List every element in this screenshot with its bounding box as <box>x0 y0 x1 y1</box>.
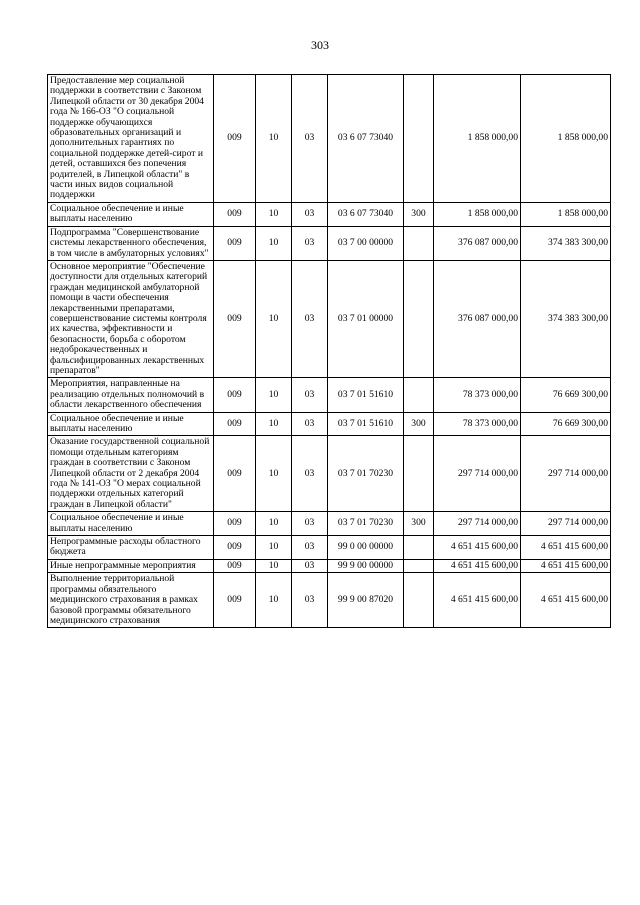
row-name: Иные непрограммные мероприятия <box>48 559 214 572</box>
row-name: Социальное обеспечение и иные выплаты населению <box>48 512 214 536</box>
table-row <box>48 573 611 628</box>
row-name: Мероприятия, направленные на реализацию отдельных полномочий в области лекарственного обеспечения <box>48 378 214 412</box>
amount-1: 297 714 000,00 <box>434 436 521 512</box>
subsection-code: 03 <box>292 75 328 203</box>
ministry-code: 009 <box>214 573 256 628</box>
amount-1: 1 858 000,00 <box>434 202 521 226</box>
table-body <box>48 75 611 628</box>
expense-type-code <box>404 536 434 560</box>
ministry-code: 009 <box>214 378 256 412</box>
expense-type-code <box>404 260 434 377</box>
page-number: 303 <box>311 38 329 52</box>
amount-2: 4 651 415 600,00 <box>521 559 611 572</box>
table-row <box>48 536 611 560</box>
expense-type-code: 300 <box>404 512 434 536</box>
expense-type-code <box>404 226 434 260</box>
table-row <box>48 512 611 536</box>
target-article-code: 99 9 00 00000 <box>328 559 404 572</box>
amount-1: 1 858 000,00 <box>434 75 521 203</box>
amount-1: 78 373 000,00 <box>434 412 521 436</box>
row-name: Социальное обеспечение и иные выплаты населению <box>48 202 214 226</box>
row-name: Оказание государственной социальной помощи отдельным категориям граждан в соответствии с Законом Липецкой области от 2 декабря 2004 года № 141-ОЗ "О мерах социальной поддержки отдельных категорий граждан в Липецкой области" <box>48 436 214 512</box>
target-article-code: 03 7 01 51610 <box>328 378 404 412</box>
subsection-code: 03 <box>292 412 328 436</box>
ministry-code: 009 <box>214 75 256 203</box>
amount-1: 4 651 415 600,00 <box>434 559 521 572</box>
section-code: 10 <box>256 202 292 226</box>
table-row <box>48 202 611 226</box>
subsection-code: 03 <box>292 559 328 572</box>
subsection-code: 03 <box>292 573 328 628</box>
amount-1: 78 373 000,00 <box>434 378 521 412</box>
expense-type-code <box>404 559 434 572</box>
expense-type-code <box>404 573 434 628</box>
section-code: 10 <box>256 75 292 203</box>
amount-2: 4 651 415 600,00 <box>521 573 611 628</box>
ministry-code: 009 <box>214 512 256 536</box>
table-row <box>48 436 611 512</box>
section-code: 10 <box>256 536 292 560</box>
row-name: Непрограммные расходы областного бюджета <box>48 536 214 560</box>
target-article-code: 03 7 01 00000 <box>328 260 404 377</box>
row-name: Социальное обеспечение и иные выплаты населению <box>48 412 214 436</box>
table-row <box>48 226 611 260</box>
subsection-code: 03 <box>292 202 328 226</box>
expense-type-code: 300 <box>404 412 434 436</box>
section-code: 10 <box>256 260 292 377</box>
ministry-code: 009 <box>214 226 256 260</box>
row-name: Основное мероприятие "Обеспечение доступности для отдельных категорий граждан медицинской амбулаторной помощи в части обеспечения лекарственными препаратами, совершенствование системы контроля их качества, эффективности и безопасности, борьба с оборотом недоброкачественных и фальсифицированных лекарственных препаратов" <box>48 260 214 377</box>
amount-2: 297 714 000,00 <box>521 512 611 536</box>
amount-2: 1 858 000,00 <box>521 202 611 226</box>
section-code: 10 <box>256 559 292 572</box>
section-code: 10 <box>256 412 292 436</box>
section-code: 10 <box>256 226 292 260</box>
amount-1: 376 087 000,00 <box>434 260 521 377</box>
subsection-code: 03 <box>292 436 328 512</box>
subsection-code: 03 <box>292 536 328 560</box>
amount-2: 1 858 000,00 <box>521 75 611 203</box>
target-article-code: 99 0 00 00000 <box>328 536 404 560</box>
table-row <box>48 412 611 436</box>
amount-1: 4 651 415 600,00 <box>434 573 521 628</box>
amount-2: 297 714 000,00 <box>521 436 611 512</box>
subsection-code: 03 <box>292 226 328 260</box>
target-article-code: 03 6 07 73040 <box>328 202 404 226</box>
amount-2: 76 669 300,00 <box>521 412 611 436</box>
amount-1: 297 714 000,00 <box>434 512 521 536</box>
budget-table <box>47 74 611 628</box>
row-name: Подпрограмма "Совершенствование системы лекарственного обеспечения, в том числе в амбулаторных условиях" <box>48 226 214 260</box>
amount-1: 4 651 415 600,00 <box>434 536 521 560</box>
ministry-code: 009 <box>214 436 256 512</box>
ministry-code: 009 <box>214 559 256 572</box>
amount-1: 376 087 000,00 <box>434 226 521 260</box>
amount-2: 374 383 300,00 <box>521 226 611 260</box>
ministry-code: 009 <box>214 260 256 377</box>
expense-type-code <box>404 378 434 412</box>
target-article-code: 03 6 07 73040 <box>328 75 404 203</box>
section-code: 10 <box>256 436 292 512</box>
target-article-code: 03 7 01 70230 <box>328 512 404 536</box>
row-name: Выполнение территориальной программы обязательного медицинского страхования в рамках базовой программы обязательного медицинского страхования <box>48 573 214 628</box>
expense-type-code: 300 <box>404 202 434 226</box>
amount-2: 76 669 300,00 <box>521 378 611 412</box>
table-row <box>48 75 611 203</box>
subsection-code: 03 <box>292 512 328 536</box>
table-row <box>48 260 611 377</box>
table-row <box>48 559 611 572</box>
amount-2: 374 383 300,00 <box>521 260 611 377</box>
expense-type-code <box>404 436 434 512</box>
section-code: 10 <box>256 512 292 536</box>
section-code: 10 <box>256 378 292 412</box>
target-article-code: 03 7 01 70230 <box>328 436 404 512</box>
ministry-code: 009 <box>214 536 256 560</box>
expense-type-code <box>404 75 434 203</box>
ministry-code: 009 <box>214 202 256 226</box>
amount-2: 4 651 415 600,00 <box>521 536 611 560</box>
target-article-code: 03 7 00 00000 <box>328 226 404 260</box>
section-code: 10 <box>256 573 292 628</box>
ministry-code: 009 <box>214 412 256 436</box>
target-article-code: 03 7 01 51610 <box>328 412 404 436</box>
table-row <box>48 378 611 412</box>
target-article-code: 99 9 00 87020 <box>328 573 404 628</box>
subsection-code: 03 <box>292 260 328 377</box>
subsection-code: 03 <box>292 378 328 412</box>
row-name: Предоставление мер социальной поддержки в соответствии с Законом Липецкой области от 30 декабря 2004 года № 166-ОЗ "О социальной поддержке обучающихся образовательных организаций и дополнительных гарантиях по социальной поддержке детей-сирот и детей, оставшихся без попечения родителей, в Липецкой области" в части иных видов социальной поддержки <box>48 75 214 203</box>
